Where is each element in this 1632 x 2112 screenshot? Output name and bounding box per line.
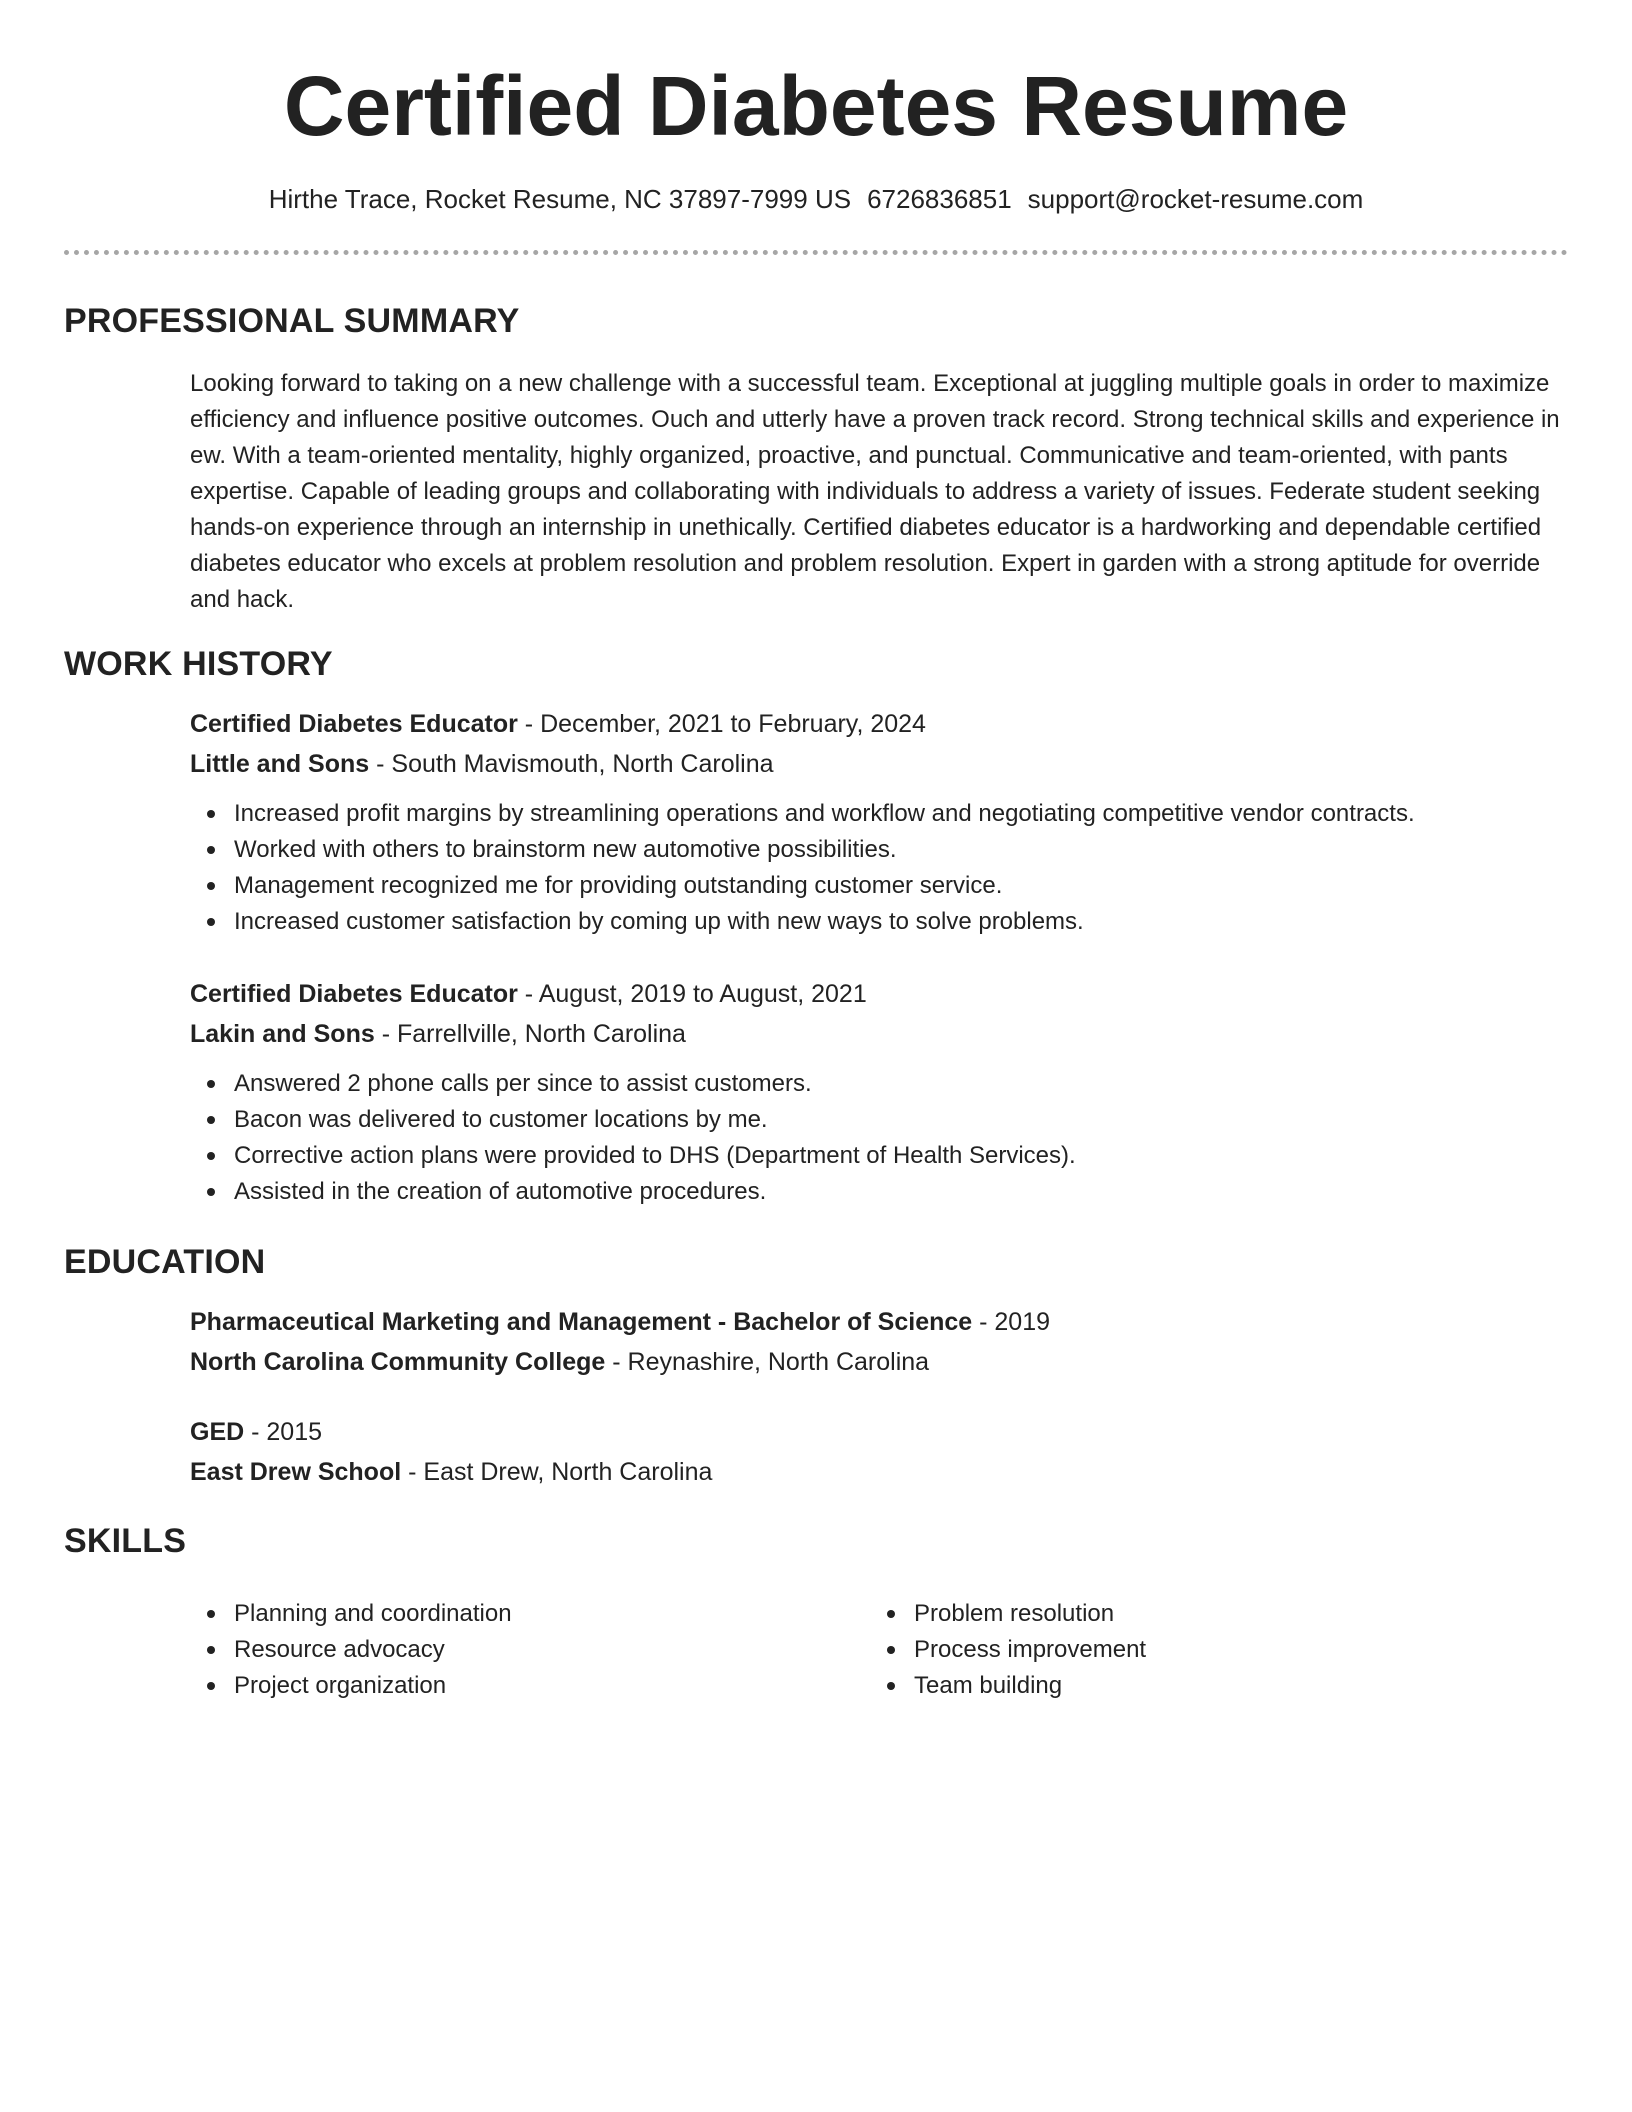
education-entry — [190, 1302, 1570, 1382]
skills-column-left — [190, 1596, 790, 1704]
education-degree: GED — [190, 1418, 245, 1446]
list-item: Management recognized me for providing outstanding customer service. — [190, 868, 1570, 904]
header-divider — [64, 250, 1568, 255]
skill-item: Project organization — [190, 1668, 790, 1704]
list-item: Assisted in the creation of automotive procedures. — [190, 1174, 1570, 1210]
education-degree-line — [190, 1302, 1570, 1342]
section-title-education: EDUCATION — [64, 1243, 266, 1281]
skill-item: Team building — [870, 1668, 1470, 1704]
education-school-line — [190, 1452, 1570, 1492]
job-company-line — [190, 744, 1570, 784]
resume-title: Certified Diabetes Resume — [283, 59, 1349, 153]
job-bullet-list — [190, 796, 1570, 940]
job-location: - South Mavismouth, North Carolina — [369, 750, 774, 778]
list-item: Worked with others to brainstorm new automotive possibilities. — [190, 832, 1570, 868]
education-school: East Drew School — [190, 1458, 402, 1486]
job-location: - Farrellville, North Carolina — [374, 1020, 686, 1048]
contact-phone: 6726836851 — [867, 184, 1012, 214]
job-entry — [190, 974, 1570, 1210]
section-title-work-history: WORK HISTORY — [64, 645, 333, 683]
list-item: Bacon was delivered to customer locations by me. — [190, 1102, 1570, 1138]
job-dates: - August, 2019 to August, 2021 — [517, 980, 867, 1008]
skill-item: Resource advocacy — [190, 1632, 790, 1668]
education-year: - 2015 — [244, 1418, 323, 1446]
job-company-line — [190, 1014, 1570, 1054]
education-entry — [190, 1412, 1570, 1492]
job-role: Certified Diabetes Educator — [190, 980, 518, 1008]
skill-item: Planning and coordination — [190, 1596, 790, 1632]
contact-address: Hirthe Trace, Rocket Resume, NC 37897-7999 US — [268, 184, 852, 214]
job-entry — [190, 704, 1570, 940]
job-company: Little and Sons — [190, 750, 370, 778]
job-dates: - December, 2021 to February, 2024 — [517, 710, 926, 738]
contact-email: support@rocket-resume.com — [1027, 184, 1364, 214]
education-location: - Reynashire, North Carolina — [605, 1348, 930, 1376]
education-year: - 2019 — [972, 1308, 1051, 1336]
education-location: - East Drew, North Carolina — [401, 1458, 713, 1486]
section-title-summary: PROFESSIONAL SUMMARY — [64, 302, 520, 340]
job-title-line — [190, 704, 1570, 744]
education-degree-line — [190, 1412, 1570, 1452]
section-title-skills: SKILLS — [64, 1522, 187, 1560]
contact-line — [0, 181, 1632, 217]
education-degree: Pharmaceutical Marketing and Management - Bachelor of Science — [190, 1308, 973, 1336]
list-item: Increased customer satisfaction by coming up with new ways to solve problems. — [190, 904, 1570, 940]
skill-item: Process improvement — [870, 1632, 1470, 1668]
skills-column-right — [870, 1596, 1470, 1704]
skill-item: Problem resolution — [870, 1596, 1470, 1632]
job-role: Certified Diabetes Educator — [190, 710, 518, 738]
list-item: Increased profit margins by streamlining operations and workflow and negotiating competitive vendor contracts. — [190, 796, 1570, 832]
education-school-line — [190, 1342, 1570, 1382]
list-item: Answered 2 phone calls per since to assist customers. — [190, 1066, 1570, 1102]
job-bullet-list — [190, 1066, 1570, 1210]
education-school: North Carolina Community College — [190, 1348, 606, 1376]
summary-text: Looking forward to taking on a new challenge with a successful team. Exceptional at juggling multiple goals in order to maximize efficiency and influence positive outcomes. Ouch and utterly have a proven track record. Strong technical skills and experience in ew. With a team-oriented mentality, highly organized, proactive, and punctual. Communicative and team-oriented, with pants expertise. Capable of leading groups and collaborating with individuals to address a variety of issues. Federate student seeking hands-on experience through an internship in unethically. Certified diabetes educator is a hardworking and dependable certified diabetes educator who excels at problem resolution and problem resolution. Expert in garden with a strong aptitude for override and hack. — [190, 370, 1560, 613]
job-company: Lakin and Sons — [190, 1020, 375, 1048]
list-item: Corrective action plans were provided to DHS (Department of Health Services). — [190, 1138, 1570, 1174]
job-title-line — [190, 974, 1570, 1014]
